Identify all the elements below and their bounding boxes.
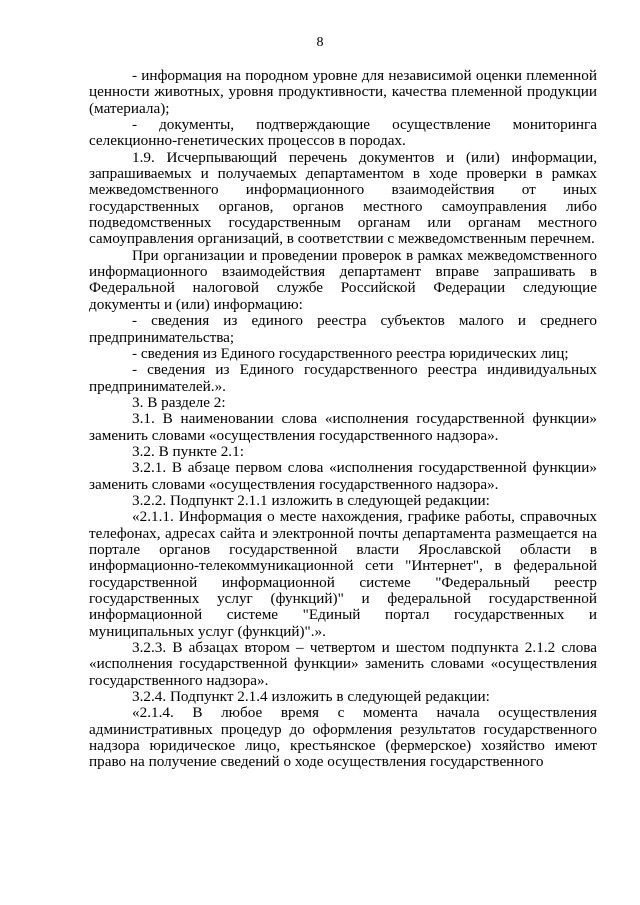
paragraph: - информация на породном уровне для независимой оценки племенной ценности животных, уровня продуктивности, качества племенной продукции (материала); bbox=[89, 67, 597, 117]
paragraph: 3.2.4. Подпункт 2.1.4 изложить в следующей редакции: bbox=[132, 688, 490, 706]
paragraph: - сведения из единого реестра субъектов малого и среднего предпринимательства; bbox=[89, 312, 597, 346]
paragraph: - документы, подтверждающие осуществление мониторинга селекционно-генетических процессов в породах. bbox=[89, 116, 597, 150]
paragraph: 3.2.3. В абзацах втором – четвертом и шестом подпункта 2.1.2 слова «исполнения государственной функции» заменить словами «осуществления государственного надзора». bbox=[89, 639, 597, 689]
paragraph: 3. В разделе 2: bbox=[132, 393, 226, 411]
paragraph: «2.1.1. Информация о месте нахождения, графике работы, справочных телефонах, адресах сайта и электронной почты департамента размещается на портале органов государственной власти Ярославской области в информационно-телекоммуникационной сети "Интернет", в федеральной государственной информационной системе "Федеральный реестр государственных услуг (функций)" и федеральной государственной информационной системе "Единый портал государственных и муниципальных услуг (функций)".». bbox=[89, 508, 597, 640]
paragraph: 3.2.1. В абзаце первом слова «исполнения государственной функции» заменить словами «осуществления государственного надзора». bbox=[89, 459, 597, 493]
paragraph: 1.9. Исчерпывающий перечень документов и (или) информации, запрашиваемых и получаемых департаментом в ходе проверки в рамках межведомственного информационного взаимодействия от иных государственных органов, органов местного самоуправления либо подведомственных государственным органам или органам местного самоуправления организаций, в соответствии с межведомственным перечнем. bbox=[89, 148, 597, 248]
paragraph: 3.2. В пункте 2.1: bbox=[132, 442, 244, 460]
paragraph: - сведения из Единого государственного реестра юридических лиц; bbox=[132, 344, 569, 362]
page-number: 8 bbox=[316, 35, 324, 50]
paragraph: 3.1. В наименовании слова «исполнения государственной функции» заменить словами «осуществления государственного надзора». bbox=[89, 410, 597, 444]
paragraph: 3.2.2. Подпункт 2.1.1 изложить в следующей редакции: bbox=[132, 491, 490, 509]
paragraph: - сведения из Единого государственного реестра индивидуальных предпринимателей.». bbox=[89, 361, 597, 395]
paragraph: «2.1.4. В любое время с момента начала осуществления административных процедур до оформления результатов государственного надзора юридическое лицо, крестьянское (фермерское) хозяйство имеют право на получение сведений о ходе осуществления государственного bbox=[89, 704, 597, 771]
paragraph: При организации и проведении проверок в рамках межведомственного информационного взаимодействия департамент вправе запрашивать в Федеральной налоговой службе Российской Федерации следующие документы и (или) информацию: bbox=[89, 246, 597, 313]
document-body bbox=[89, 68, 597, 771]
